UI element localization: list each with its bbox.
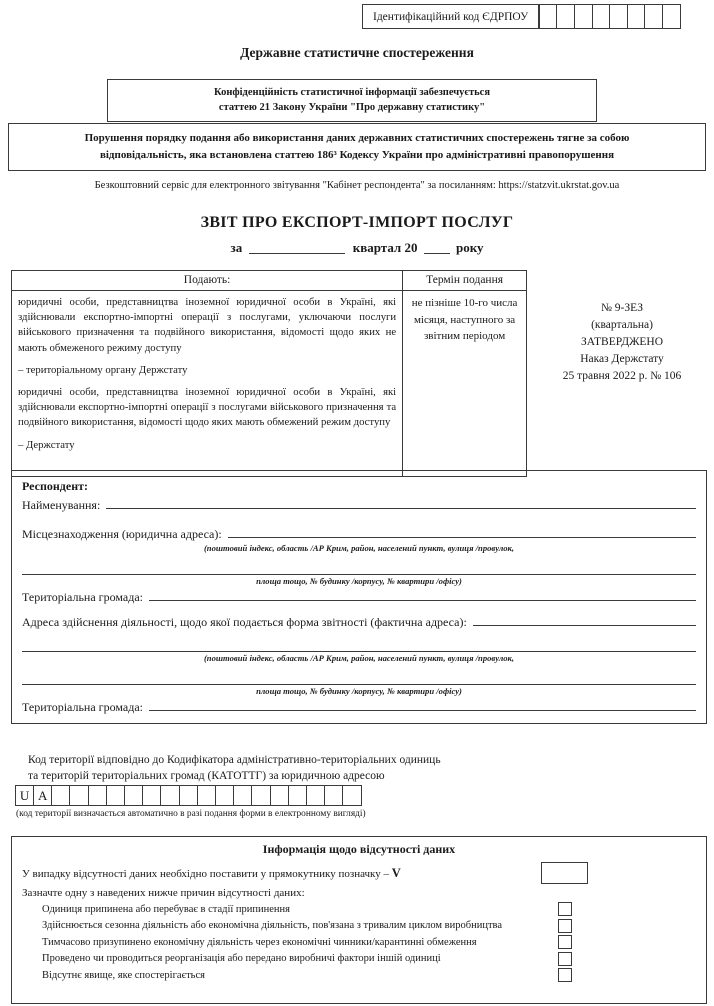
submitters-paragraph: юридичні особи, представництва іноземної юридичної особи в Україні, які здійснювали експортно-імпортні операції з послугами, уключаючи послуги військового призначення та подвійного використання, відомості щодо яких не мають обмеженого режиму доступу xyxy=(18,296,397,354)
katottg-note: (код території визначається автоматично в разі подання форми в електронному вигляді) xyxy=(16,809,366,819)
absence-reason-label: Одиниця припинена або перебуває в стадії припинення xyxy=(42,903,290,915)
edrpou-cell[interactable] xyxy=(539,4,558,29)
katottg-cell[interactable] xyxy=(124,785,143,806)
absence-reason-label: Здійснюється сезонна діяльність або економічна діяльність, пов'язана з тривалим циклом виробництва xyxy=(42,920,503,932)
absence-of-data-section xyxy=(11,836,707,1004)
community-input-1[interactable] xyxy=(149,589,696,601)
katottg-cell[interactable] xyxy=(251,785,270,806)
confidentiality-notice xyxy=(107,79,597,122)
edrpou-label: Ідентифікаційний код ЄДРПОУ xyxy=(362,4,539,29)
approval-block xyxy=(536,300,708,385)
submitters-paragraph: – Держстату xyxy=(18,438,75,451)
legal-address-input[interactable] xyxy=(228,526,696,538)
absence-instruction-text xyxy=(22,866,541,881)
katottg-cell[interactable] xyxy=(51,785,70,806)
katottg-cell[interactable] xyxy=(288,785,307,806)
e-reporting-service-line: Безкоштовний сервіс для електронного звітування "Кабінет респондента" за посиланням: https://statzvit.ukrstat.gov.ua xyxy=(94,180,620,191)
page-title: ЗВІТ ПРО ЕКСПОРТ-ІМПОРТ ПОСЛУГ xyxy=(200,214,514,231)
katottg-line-2: та територій територіальних громад (КАТОТТГ) за юридичною адресою xyxy=(28,770,385,783)
katottg-code-input[interactable] xyxy=(16,785,362,806)
state-observation-title: Державне статистичне спостереження xyxy=(240,45,474,60)
absence-reason-row xyxy=(22,967,696,984)
period-prefix-label: за xyxy=(230,240,243,255)
legal-address-hint-2: площа тощо, № будинку /корпусу, № квартири /офісу) xyxy=(256,576,462,587)
absence-reason-label: Відсутнє явище, яке спостерігається xyxy=(42,969,205,981)
deadline-column-header: Термін подання xyxy=(403,271,527,291)
reporting-period-line xyxy=(0,240,714,256)
katottg-cell[interactable] xyxy=(215,785,234,806)
absence-instruction-row xyxy=(22,862,696,884)
absence-reason-row xyxy=(22,901,696,918)
katottg-cell[interactable] xyxy=(160,785,179,806)
violation-line-2: відповідальність, яка встановлена статтею 186³ Кодексу України про адміністративні правопорушення xyxy=(99,148,615,161)
actual-address-hint-1: (поштовий індекс, область /АР Крим, район, населений пункт, вулиця /провулок, xyxy=(203,653,515,664)
actual-address-hint-2: площа тощо, № будинку /корпусу, № квартири /офісу) xyxy=(256,686,462,697)
submitters-table xyxy=(11,270,527,477)
approved-label: ЗАТВЕРДЖЕНО xyxy=(580,336,664,349)
katottg-cell[interactable] xyxy=(342,785,361,806)
katottg-cell[interactable] xyxy=(197,785,216,806)
katottg-cell-prefilled: U xyxy=(15,785,34,806)
community-label-1: Територіальна громада: xyxy=(22,590,143,605)
absence-reason-row xyxy=(22,951,696,968)
deadline-cell: не пізніше 10-го числа місяця, наступного за звітним періодом xyxy=(403,291,527,477)
absence-section-title: Інформація щодо відсутності даних xyxy=(262,842,456,856)
table-row xyxy=(12,291,527,477)
actual-address-input-line2[interactable] xyxy=(22,640,696,652)
edrpou-cell[interactable] xyxy=(662,4,681,29)
edrpou-cell[interactable] xyxy=(556,4,575,29)
community-label-2: Територіальна громада: xyxy=(22,700,143,715)
respondent-name-label: Найменування: xyxy=(22,498,101,513)
community-input-2[interactable] xyxy=(149,699,696,711)
absence-reason-checkbox[interactable] xyxy=(558,919,572,933)
actual-address-label: Адреса здійснення діяльності, щодо якої подається форма звітності (фактична адреса): xyxy=(22,615,467,630)
approval-order-date: 25 травня 2022 р. № 106 xyxy=(562,370,682,383)
edrpou-cell[interactable] xyxy=(609,4,628,29)
year-input[interactable] xyxy=(424,253,450,254)
legal-address-label: Місцезнаходження (юридична адреса): xyxy=(22,527,222,542)
submitters-cell xyxy=(12,291,403,477)
period-middle-label: квартал 20 xyxy=(352,240,418,255)
submitters-column-header: Подають: xyxy=(12,271,403,291)
absence-reason-checkbox[interactable] xyxy=(558,902,572,916)
katottg-cell[interactable] xyxy=(233,785,252,806)
absence-reason-checkbox[interactable] xyxy=(558,952,572,966)
edrpou-cell[interactable] xyxy=(644,4,663,29)
katottg-cell[interactable] xyxy=(324,785,343,806)
absence-reason-row xyxy=(22,918,696,935)
community-row-2 xyxy=(22,699,696,715)
katottg-description xyxy=(28,752,441,785)
absence-main-checkbox[interactable] xyxy=(541,862,588,884)
actual-address-row xyxy=(22,614,696,630)
absence-reason-checkbox[interactable] xyxy=(558,935,572,949)
katottg-cell[interactable] xyxy=(106,785,125,806)
katottg-cell[interactable] xyxy=(69,785,88,806)
absence-reasons-list xyxy=(22,901,696,984)
approval-authority: Наказ Держстату xyxy=(580,353,664,366)
form-number: № 9-ЗЕЗ xyxy=(600,302,644,314)
submitters-paragraph: – територіальному органу Держстату xyxy=(18,363,188,376)
absence-subtitle: Зазначте одну з наведених нижче причин відсутності даних: xyxy=(22,887,305,899)
submitters-paragraph: юридичні особи, представництва іноземної юридичної особи в Україні, які здійснювали експортно-імпортні операції з послугами військового призначення та подвійного використання, відомості щодо яких мають обмежений режим доступу xyxy=(18,385,397,429)
table-header-row xyxy=(12,271,527,291)
edrpou-code-input[interactable] xyxy=(540,4,681,29)
actual-address-input-line3[interactable] xyxy=(22,673,696,685)
actual-address-input[interactable] xyxy=(473,614,696,626)
edrpou-cell[interactable] xyxy=(627,4,646,29)
katottg-cell[interactable] xyxy=(270,785,289,806)
form-periodicity: (квартальна) xyxy=(591,319,653,332)
legal-address-row xyxy=(22,526,696,542)
katottg-cell[interactable] xyxy=(306,785,325,806)
edrpou-cell[interactable] xyxy=(592,4,611,29)
katottg-cell[interactable] xyxy=(142,785,161,806)
katottg-cell-prefilled: A xyxy=(33,785,52,806)
quarter-input[interactable] xyxy=(249,253,345,254)
respondent-section xyxy=(11,470,707,724)
absence-reason-checkbox[interactable] xyxy=(558,968,572,982)
katottg-cell[interactable] xyxy=(179,785,198,806)
absence-instruction-label: У випадку відсутності даних необхідно поставити у прямокутнику позначку – xyxy=(22,867,392,880)
katottg-line-1: Код території відповідно до Кодифікатора адміністративно-територіальних одиниць xyxy=(28,754,441,766)
edrpou-cell[interactable] xyxy=(574,4,593,29)
absence-reason-label: Проведено чи проводиться реорганізація або передано виробничі фактори іншій одиниці xyxy=(42,953,441,965)
legal-address-hint-1: (поштовий індекс, область /АР Крим, район, населений пункт, вулиця /провулок, xyxy=(203,543,515,554)
confidentiality-line-2: статтею 21 Закону України "Про державну статистику" xyxy=(218,102,486,114)
absence-reason-label: Тимчасово призупинено економічну діяльність через економічні чинники/карантинні обмеження xyxy=(42,936,477,948)
respondent-name-input[interactable] xyxy=(106,497,696,509)
community-row-1 xyxy=(22,589,696,605)
edrpou-header xyxy=(362,4,681,29)
legal-address-input-line2[interactable] xyxy=(22,563,696,575)
period-suffix-label: року xyxy=(455,240,484,255)
violation-line-1: Порушення порядку подання або використання даних державних статистичних спостережень тягне за собою xyxy=(84,132,630,144)
respondent-section-title: Респондент: xyxy=(22,479,88,493)
katottg-cell[interactable] xyxy=(88,785,107,806)
confidentiality-line-1: Конфіденційність статистичної інформації забезпечується xyxy=(213,87,490,98)
respondent-name-row xyxy=(22,497,696,513)
violation-notice xyxy=(8,123,706,171)
absence-reason-row xyxy=(22,934,696,951)
absence-v-mark: V xyxy=(391,865,401,880)
